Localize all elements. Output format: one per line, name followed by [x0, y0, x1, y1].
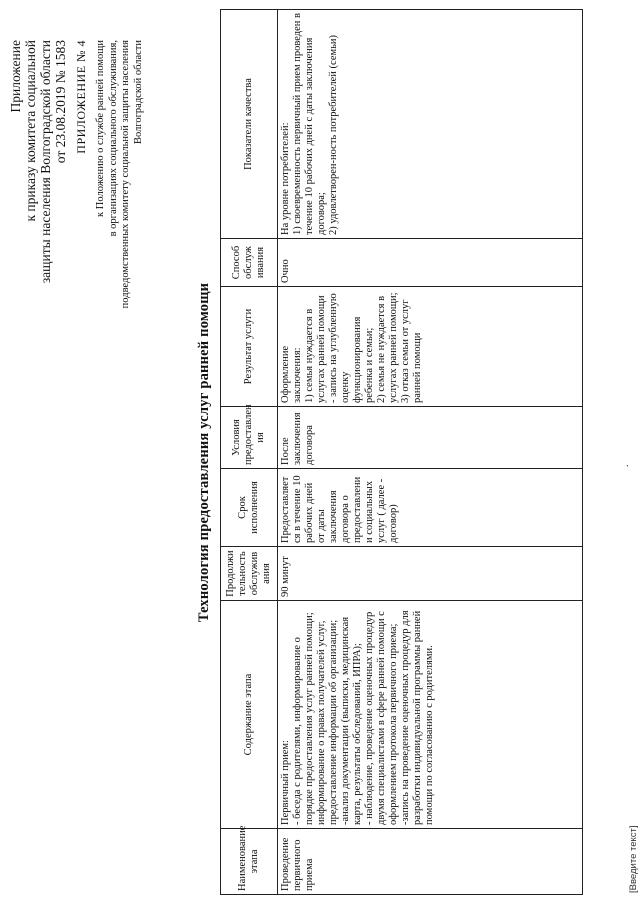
header-quality: Показатели качества	[221, 10, 278, 239]
cell-deadline: Предоставляет ся в течение 10 рабочих дней от даты заключения договора о предоставлени и социальных услуг ( далее - договор)	[278, 469, 583, 547]
header-line-3: защиты населения Волгоградской области	[38, 40, 53, 284]
cell-quality: На уровне потребителей: 1) своевременность первичный прием проведен в течение 10 рабочих дней с даты заключения договора; 2) удовлетворен-ность потребителей (семьи)	[278, 10, 583, 239]
cell-stage-name: Проведение первичного приема	[278, 829, 583, 895]
regulation-line-2: в организациях социального обслуживания,	[107, 40, 119, 237]
cell-method: Очно	[278, 239, 583, 287]
table-row	[278, 10, 583, 895]
regulation-line-3: подведомственных комитету социальной защиты населения	[120, 40, 131, 309]
cell-conditions: После заключения договора	[278, 407, 583, 469]
header-line-4: от 23.08.2019 № 1583	[53, 40, 68, 164]
document-header	[8, 40, 145, 380]
header-line-1: Приложение	[8, 40, 23, 113]
table-header-row	[221, 10, 278, 895]
cell-duration: 90 минут	[278, 547, 583, 601]
header-stage-content: Содержание этапа	[221, 601, 278, 829]
regulation-line-4: Волгоградской области	[132, 40, 144, 145]
header-conditions: Условия предоставлен ия	[221, 407, 278, 469]
stray-dot: .	[620, 464, 631, 467]
regulation-line-1: к Положению о службе ранней помощи	[95, 40, 106, 217]
footer-placeholder[interactable]: [Введите текст]	[628, 825, 639, 893]
regulation-ref	[95, 40, 145, 380]
cell-stage-content: Первичный прием: - беседа с родителями, информирование о порядке предоставления услуг ранней помощи; информирование о правах получателей услуг, предоставление информации об организации; -анализ документации (выписки, медицинская карта, результаты обследований, ИПРА); - наблюдение, проведение оценочных процедур двумя специалистами в сфере ранней помощи с оформлением протокола первичного приема; -запись на проведение оценочных процедур для разработки индивидуальной программы ранней помощи по согласованию с родителями.	[278, 601, 583, 829]
header-deadline: Срок исполнения	[221, 469, 278, 547]
header-line-2: к приказу комитета социальной	[23, 40, 38, 222]
header-result: Результат услуги	[221, 287, 278, 407]
document-title: Технология предоставления услуг ранней помощи	[196, 282, 212, 623]
header-stage-name: Наименование этапа	[221, 829, 278, 895]
cell-result: Оформление заключения: 1) семья нуждается в услугах ранней помощи - запись на углубленную оценку функционирования ребенка и семьи; 2) семья не нуждается в услугах ранней помощи; 3) отказ семьи от услуг ранней помощи	[278, 287, 583, 407]
services-table	[220, 9, 583, 895]
header-duration: Продолжи тельность обслужив ания	[221, 547, 278, 601]
appendix-label: ПРИЛОЖЕНИЕ № 4	[74, 40, 88, 154]
header-method: Способ обслуж ивания	[221, 239, 278, 287]
